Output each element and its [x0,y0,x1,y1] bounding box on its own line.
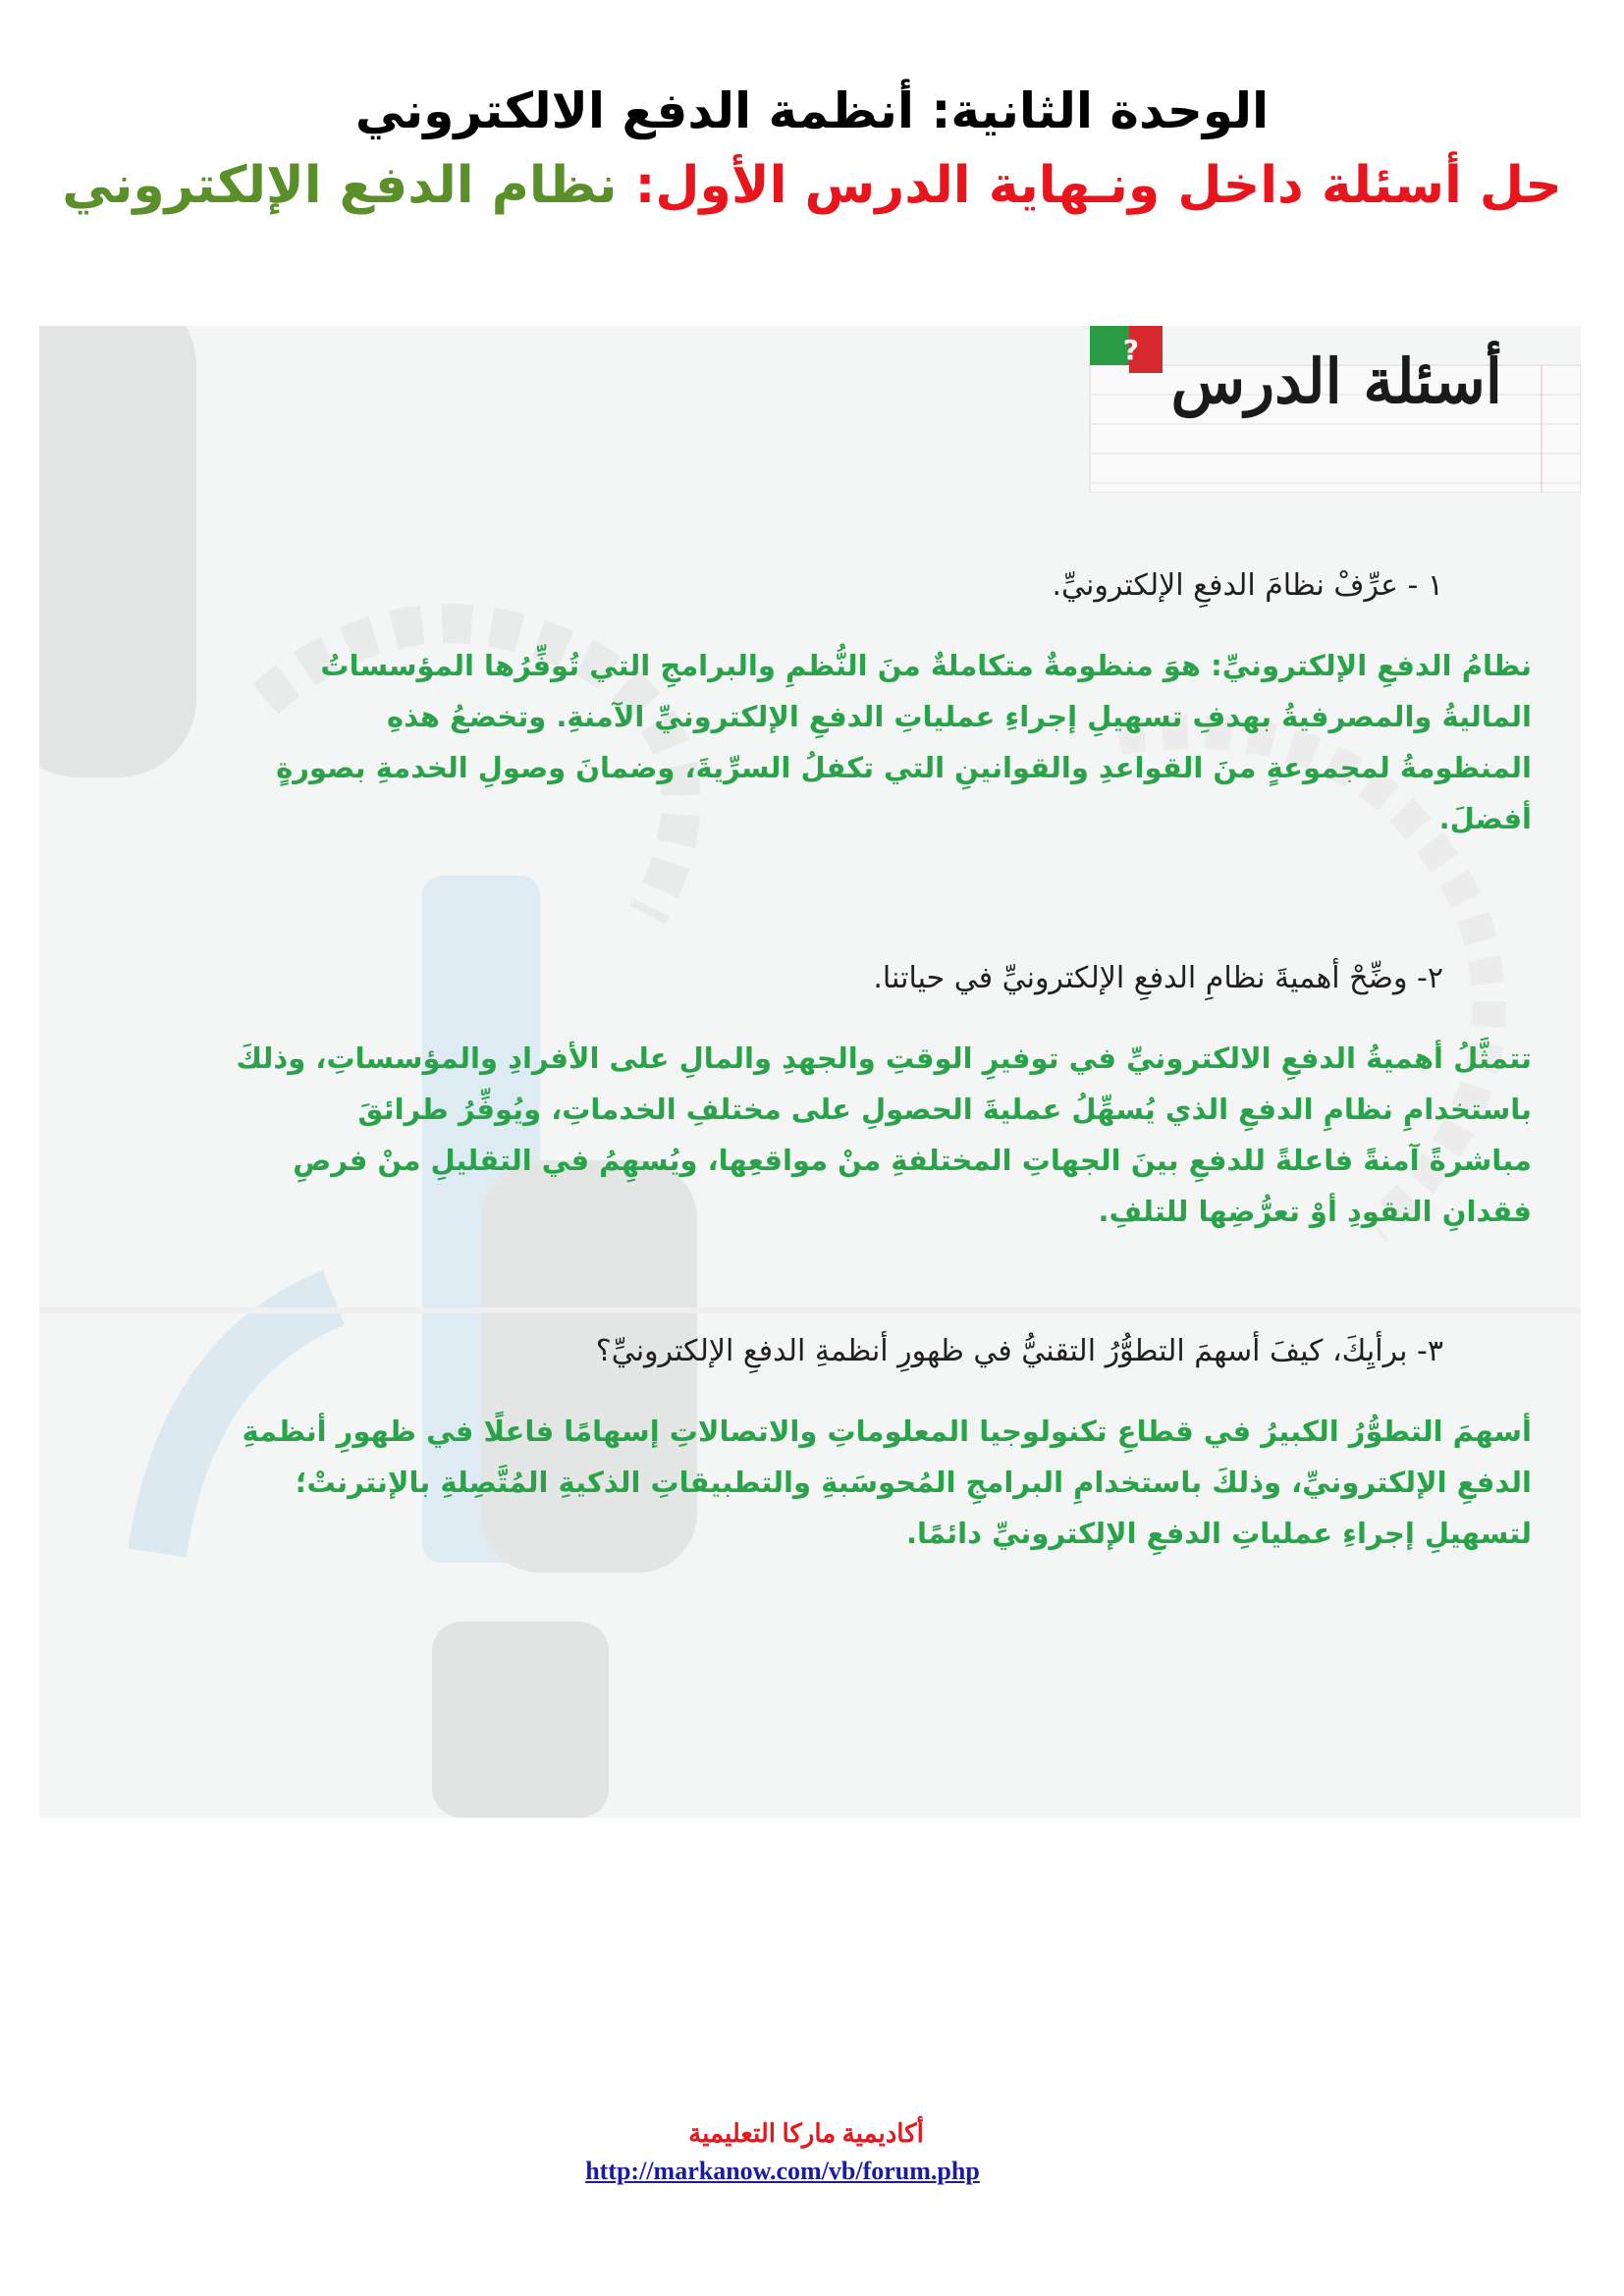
question-block-2 [69,954,1532,1237]
academy-name: أكاديمية ماركا التعليمية [688,2119,924,2148]
answer-line: الماليةُ والمصرفيةُ بهدفِ تسهيلِ إجراءِ عملياتِ الدفعِ الإلكترونيِّ الآمنةِ. وتخضعُ هذهِ [386,700,1532,733]
section-title: أسئلة الدرس [1170,346,1502,417]
answer-line: نظامُ الدفعِ الإلكترونيِّ: هوَ منظومةٌ متكاملةٌ منَ النُّظمِ والبرامجِ التي تُوفِّرُها المؤسساتُ [320,649,1532,682]
page-footer [0,2115,1624,2190]
answer-1 [157,640,1532,844]
unit-title: الوحدة الثانية: أنظمة الدفع الالكتروني [354,82,1270,139]
answer-line: لتسهيلِ إجراءِ عملياتِ الدفعِ الإلكترونيِّ دائمًا. [905,1517,1532,1550]
lesson-questions-panel [39,326,1581,1818]
question-block-3 [69,1327,1532,1559]
lesson-title [0,147,1624,224]
answer-line: فقدانِ النقودِ أوْ تعرُّضِها للتلفِ. [1098,1195,1532,1228]
question-2: ٢- وضِّحْ أهميةَ نظامِ الدفعِ الإلكترونيِّ في حياتنا. [873,961,1443,995]
answer-line: الدفعِ الإلكترونيِّ، وذلكَ باستخدامِ البرامجِ المُحوسَبةِ والتطبيقاتِ الذكيةِ المُتَّصِلةِ بالإنترنتْ؛ [295,1466,1532,1499]
answer-line: أفضلَ. [1438,802,1532,835]
answer-3 [157,1406,1532,1559]
question-1: ١ - عرِّفْ نظامَ الدفعِ الإلكترونيِّ. [1052,568,1443,603]
svg-text:?: ? [1122,334,1139,366]
question-3: ٣- برأيِكَ، كيفَ أسهمَ التطوُّرُ التقنيُّ في ظهورِ أنظمةِ الدفعِ الإلكترونيِّ؟ [595,1334,1443,1368]
page-header [0,77,1624,224]
answer-line: باستخدامِ نظامِ الدفعِ الذي يُسهِّلُ عمليةَ الحصولِ على مختلفِ الخدماتِ، ويُوفِّرُ طرائقَ [357,1093,1532,1126]
answer-line: تتمثَّلُ أهميةُ الدفعِ الالكترونيِّ في توفيرِ الوقتِ والجهدِ والمالِ على الأفرادِ والمؤسساتِ، وذلكَ [236,1041,1532,1075]
answer-line: مباشرةً آمنةً فاعلةً للدفعِ بينَ الجهاتِ المختلفةِ منْ مواقعِها، ويُسهِمُ في التقليلِ منْ فرصِ [293,1144,1532,1177]
question-block-1 [69,561,1532,844]
answer-line: أسهمَ التطوُّرُ الكبيرُ في قطاعِ تكنولوجيا المعلوماتِ والاتصالاتِ إسهامًا فاعلًا في ظهورِ أنظمةِ [242,1415,1532,1448]
lesson-name: نظام الدفع الإلكتروني [62,156,618,215]
forum-link[interactable]: http://markanow.com/vb/forum.php [585,2157,980,2185]
lesson-prefix: حل أسئلة داخل ونـهاية الدرس الأول: [634,156,1562,215]
answer-2 [157,1033,1532,1237]
answer-line: المنظومةُ لمجموعةٍ منَ القواعدِ والقوانينِ التي تكفلُ السرِّيةَ، وضمانَ وصولِ الخدمةِ بصورةٍ [276,751,1532,784]
